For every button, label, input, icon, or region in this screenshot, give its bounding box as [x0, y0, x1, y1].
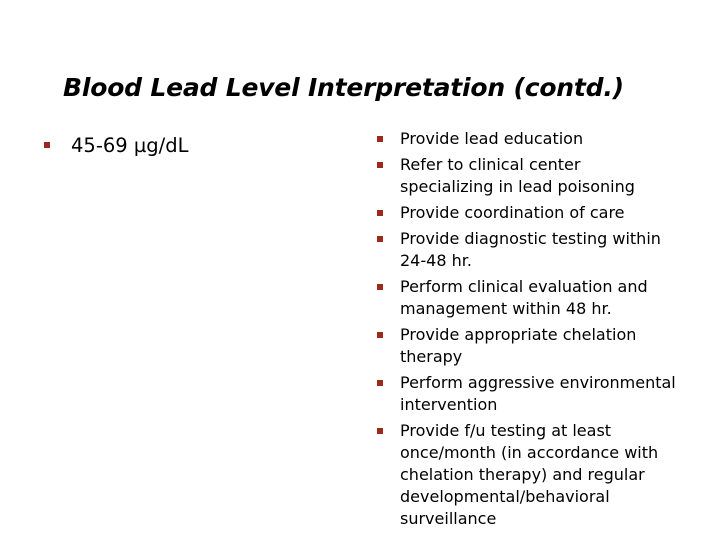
list-item [377, 372, 677, 416]
slide-title: Blood Lead Level Interpretation (contd.) [63, 73, 624, 102]
left-bullet-list [44, 131, 304, 161]
list-item-text: Perform clinical evaluation and management within 48 hr. [400, 277, 648, 318]
list-item [377, 128, 677, 150]
list-item-text: Provide coordination of care [400, 203, 625, 222]
list-item [377, 228, 677, 272]
list-item-text: Provide appropriate chelation therapy [400, 325, 637, 366]
list-item [377, 324, 677, 368]
list-item-text: Provide lead education [400, 129, 584, 148]
list-item [377, 276, 677, 320]
list-item-text: Provide f/u testing at least once/month (in accordance with chelation therapy) and regular developmental/behavioral surveillance [400, 421, 659, 528]
blood-lead-range-label: 45-69 µg/dL [71, 134, 189, 157]
list-item [377, 202, 677, 224]
square-bullet-icon [377, 276, 400, 298]
square-bullet-icon [377, 228, 400, 250]
right-bullet-list [377, 128, 677, 534]
square-bullet-icon [377, 324, 400, 346]
square-bullet-icon [377, 154, 400, 176]
list-item-text: Refer to clinical center specializing in lead poisoning [400, 155, 635, 196]
square-bullet-icon [377, 128, 400, 150]
square-bullet-icon [377, 372, 400, 394]
list-item [377, 154, 677, 198]
square-bullet-icon [44, 131, 71, 161]
square-bullet-icon [377, 420, 400, 442]
square-bullet-icon [377, 202, 400, 224]
list-item-text: Provide diagnostic testing within 24-48 hr. [400, 229, 661, 270]
list-item-text: Perform aggressive environmental intervention [400, 373, 676, 414]
left-list-item [44, 131, 304, 161]
list-item [377, 420, 677, 530]
